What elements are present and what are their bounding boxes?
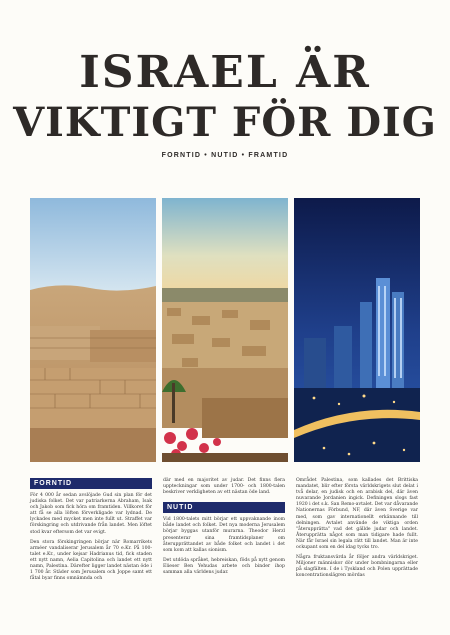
paragraph: För 4 000 år sedan avslöjade Gud sin plan för det judiska folket. Det var patriarkerna Abraham, Isak och Jakob som fick höra om framtiden. Villkoret för att få se alla löften förverkligade var lydnad. De lyckades med mycket men inte fullt ut. Straffet var förskingring och utdrivande från landet. Men löftet stod kvar eftersom det var evigt. [30,493,152,535]
photo-jerusalem-city [162,198,288,462]
paragraph: Den stora förskingringen börjar när Romarrikets arméer vandaliserar Jerusalem år 70 e.Kr. På 100-talet e.Kr., under kejsar Hadrianus tid, fick staden ett nytt namn, Aelia Capitolina och landet ett nytt namn, Palestina. Därefter ligger landet nästan öde i 1 700 år. Städer som Jerusalem och Joppe samt ett fåtal byar finns omnämnda och [30,539,152,582]
heading-forntid: FORNTID [30,478,152,489]
title-line-1: ISRAEL ÄR [79,47,371,98]
photo-night-skyline [294,198,420,462]
paragraph: Området Palestina, som kallades det Brittiska mandatet, blir efter första världskrigets slut delat i två delar, en judisk och en arabisk del, där även nuvarande Jordanien ingick. Definingen slogs fast 1920 i det s.k. San Remo-avtalet. Det var dåvarande Nationernas Förbund, NF, där även Sverige var med, som gav internationellt erkännande till delningen. Avtalet använde de viktiga orden "återupprätta" vad det gällde judar och landet. Återupprätta något som man tidigare hade fullt. När får Israel sin legala rätt till landet. Man är inte ockupant som en del idag tycks tro. [296,478,418,551]
column-forntid [30,478,152,586]
paragraph: Några fruktansvärda år följer andra världskriget. Miljoner människor dör under bombningarna eller på slagfälten. I de i Tyskland och Polen upprättade koncentrationslägren mördas [296,555,418,579]
column-framtid [296,478,418,584]
heading-nutid: NUTID [163,502,285,513]
paragraph: Det utdöda språket, hebreiskan, föds på nytt genom Elieser Ben Yehudas arbete och binder ihop samman alla världens judar. [163,557,285,576]
title-line-2: VIKTIGT FÖR DIG [13,99,437,146]
paragraph: Vid 1800-talets mitt börjar ett uppvaknande inom både landet och folket. Det nya moderna Jerusalem börjar byggas utanför murarna. Theodor Herzl presenterar sina framtidsplaner om återupprättandet av både folket och landet i det som kom att kallas sionism. [163,517,285,553]
column-nutid [163,478,285,580]
paragraph: där med en majoritet av judar. Det finns flera uppteckningar som under 1700- och 1800-talen beskriver verkligheten av ett nästan öde land. [163,478,285,496]
photo-desert-ruins [30,198,156,462]
subtitle: FORNTID • NUTID • FRAMTID [161,152,289,159]
